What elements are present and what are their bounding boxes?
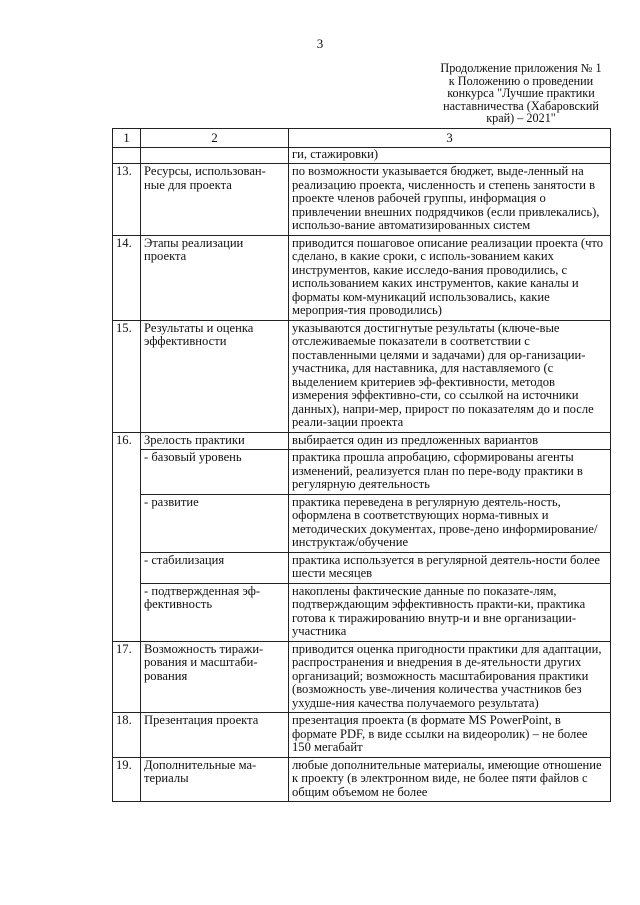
table-cell xyxy=(113,147,141,164)
table-row xyxy=(113,450,611,495)
table-row xyxy=(113,164,611,236)
column-header: 2 xyxy=(141,129,289,148)
row-description: указываются достигнутые результаты (ключе-вые отслеживаемые показатели в соответствии с поставленными целями и задачами) для ор-ганизации-участника, для наставника, для наставляемого (с выделением критериев эф-фективности, методов измерения эффективно-сти, со ссылкой на источники данных), напри-мер, прирост по показателям до и после реали-зации проекта xyxy=(289,320,611,432)
table-row xyxy=(113,583,611,641)
row-number: 17. xyxy=(113,641,141,713)
row-number: 14. xyxy=(113,235,141,320)
appendix-note xyxy=(432,62,610,125)
continuation-row xyxy=(113,147,611,164)
row-number: 13. xyxy=(113,164,141,236)
row-description: приводится пошаговое описание реализации проекта (что сделано, в какие сроки, с исполь-зованием каких инструментов, какие исследо-вания проводились, с использованием каких инструментов, какие каналы и форматы ком-муникаций использовались, какие мероприя-тия проводились) xyxy=(289,235,611,320)
row-name: - стабилизация xyxy=(141,552,289,583)
row-name: Этапы реализации проекта xyxy=(141,235,289,320)
row-name: - базовый уровень xyxy=(141,450,289,495)
row-name: Дополнительные ма-териалы xyxy=(141,757,289,802)
table-row xyxy=(113,713,611,758)
table-row xyxy=(113,552,611,583)
row-description: накоплены фактические данные по показате-лям, подтверждающим эффективность практи-ки, практика готова к тиражированию внутр-и и вне организации-участника xyxy=(289,583,611,641)
row-description: приводится оценка пригодности практики для адаптации, распространения и внедрения в де-ятельности других организаций; возможность масштабирования практики (возможность уве-личения количества участников без ухудше-ния качества получаемого результата) xyxy=(289,641,611,713)
row-number: 19. xyxy=(113,757,141,802)
row-name: - подтвержденная эф-фективность xyxy=(141,583,289,641)
row-description: практика прошла апробацию, сформированы агенты изменений, реализуется план по пере-воду практики в регулярную деятельность xyxy=(289,450,611,495)
row-description: презентация проекта (в формате MS PowerPoint, в формате PDF, в виде ссылки на видеоролик) – не более 150 мегабайт xyxy=(289,713,611,758)
page-number: 3 xyxy=(316,36,324,51)
appendix-note-line: Продолжение приложения № 1 xyxy=(440,61,602,75)
appendix-note-line: конкурса "Лучшие практики xyxy=(447,86,595,100)
column-header: 3 xyxy=(289,129,611,148)
row-description: выбирается один из предложенных вариантов xyxy=(289,432,611,450)
table-header-row xyxy=(113,129,611,148)
row-name: Ресурсы, использован-ные для проекта xyxy=(141,164,289,236)
table-cell: ги, стажировки) xyxy=(289,147,611,164)
row-name: Результаты и оценка эффективности xyxy=(141,320,289,432)
appendix-note-line: к Положению о проведении xyxy=(448,73,594,88)
row-description: практика переведена в регулярную деятель-ность, оформлена в соответствующих норма-тивных и методических документах, прове-дено информирование/инструктаж/обучение xyxy=(289,494,611,552)
row-number: 15. xyxy=(113,320,141,432)
appendix-note-line: край) – 2021" xyxy=(486,111,556,125)
table-row xyxy=(113,757,611,802)
appendix-note-line: наставничества (Хабаровский xyxy=(443,98,599,113)
row-description: любые дополнительные материалы, имеющие отношение к проекту (в электронном виде, не более пяти файлов с общим объемом не более xyxy=(289,757,611,802)
row-description: практика используется в регулярной деятель-ности более шести месяцев xyxy=(289,552,611,583)
row-description: по возможности указывается бюджет, выде-ленный на реализацию проекта, численность и степень занятости в проекте членов рабочей группы, информация о привлечении внешних подрядчиков (если привлекались), использо-вание автоматизированных систем xyxy=(289,164,611,236)
table-row xyxy=(113,235,611,320)
row-number: 16. xyxy=(113,432,141,641)
row-name: - развитие xyxy=(141,494,289,552)
row-number: 18. xyxy=(113,713,141,758)
table-row xyxy=(113,432,611,450)
column-header: 1 xyxy=(113,129,141,148)
row-name: Зрелость практики xyxy=(141,432,289,450)
table-row xyxy=(113,641,611,713)
table-cell xyxy=(141,147,289,164)
criteria-table xyxy=(112,128,611,802)
table-row xyxy=(113,494,611,552)
row-name: Презентация проекта xyxy=(141,713,289,758)
table-row xyxy=(113,320,611,432)
row-name: Возможность тиражи-рования и масштаби-рования xyxy=(141,641,289,713)
